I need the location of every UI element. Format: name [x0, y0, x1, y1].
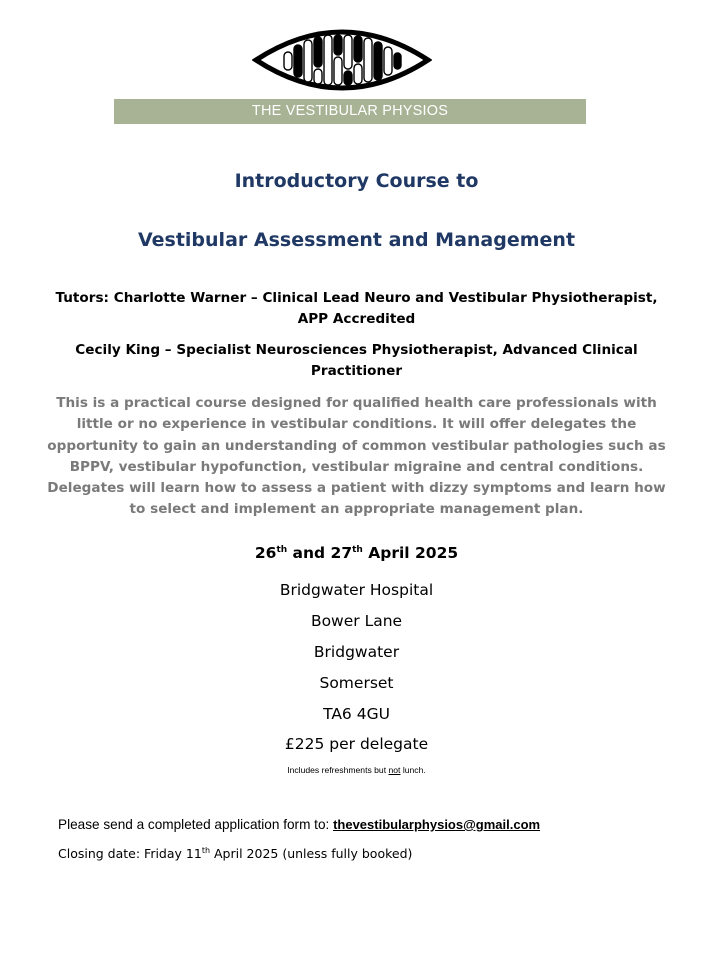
course-title-line2: Vestibular Assessment and Management	[137, 229, 576, 251]
closing-part1: Closing date: Friday 11	[58, 846, 202, 861]
refreshments-note	[0, 765, 713, 775]
tutors-info	[40, 288, 673, 330]
note-part2: lunch.	[400, 765, 426, 775]
date-day1-suffix: th	[276, 545, 288, 555]
tutor-charlotte-line1: Tutors: Charlotte Warner – Clinical Lead Neuro and Vestibular Physiotherapist,	[55, 290, 658, 306]
eye-logo-icon	[252, 26, 432, 94]
description-line: BPPV, vestibular hypofunction, vestibular migraine and central conditions.	[69, 458, 644, 475]
date-and: and	[287, 544, 331, 562]
date-month-year: April 2025	[362, 544, 459, 562]
tutor-charlotte-line2: APP Accredited	[297, 311, 416, 327]
date-day2-suffix: th	[352, 545, 363, 555]
email-link[interactable]: thevestibularphysios@gmail.com	[333, 817, 541, 832]
date-day2: 27	[330, 544, 353, 562]
venue-street: Bower Lane	[310, 612, 403, 630]
course-price: £225 per delegate	[284, 735, 429, 753]
venue-county: Somerset	[319, 674, 394, 692]
closing-part2: April 2025 (unless fully booked)	[210, 846, 413, 861]
closing-suffix: th	[201, 846, 211, 855]
tutor-cecily-line1: Cecily King – Specialist Neurosciences Physiotherapist, Advanced Clinical	[75, 342, 638, 358]
application-label: Please send a completed application form to:	[58, 817, 334, 832]
description-line: little or no experience in vestibular conditions. It will offer delegates the	[76, 416, 637, 433]
venue-name: Bridgwater Hospital	[279, 581, 434, 599]
closing-date	[58, 846, 412, 861]
logo-banner: THE VESTIBULAR PHYSIOS	[114, 99, 586, 124]
tutor-cecily-line2: Practitioner	[310, 363, 403, 379]
application-instructions	[58, 817, 540, 832]
date-day1: 26	[254, 544, 277, 562]
note-part1: Includes refreshments but	[287, 765, 389, 775]
course-title-line1: Introductory Course to	[234, 170, 479, 192]
description-line: to select and implement an appropriate management plan.	[129, 501, 584, 518]
course-dates	[0, 544, 713, 562]
description-line: This is a practical course designed for qualified health care professionals with	[56, 395, 657, 411]
venue-town: Bridgwater	[313, 643, 400, 661]
course-description	[38, 393, 675, 521]
venue-postcode: TA6 4GU	[323, 705, 390, 723]
tutor-cecily	[40, 340, 673, 382]
description-line: opportunity to gain an understanding of common vestibular pathologies such as	[47, 437, 666, 454]
description-line: Delegates will learn how to assess a patient with dizzy symptoms and learn how	[47, 480, 666, 497]
note-underlined: not	[388, 765, 401, 775]
